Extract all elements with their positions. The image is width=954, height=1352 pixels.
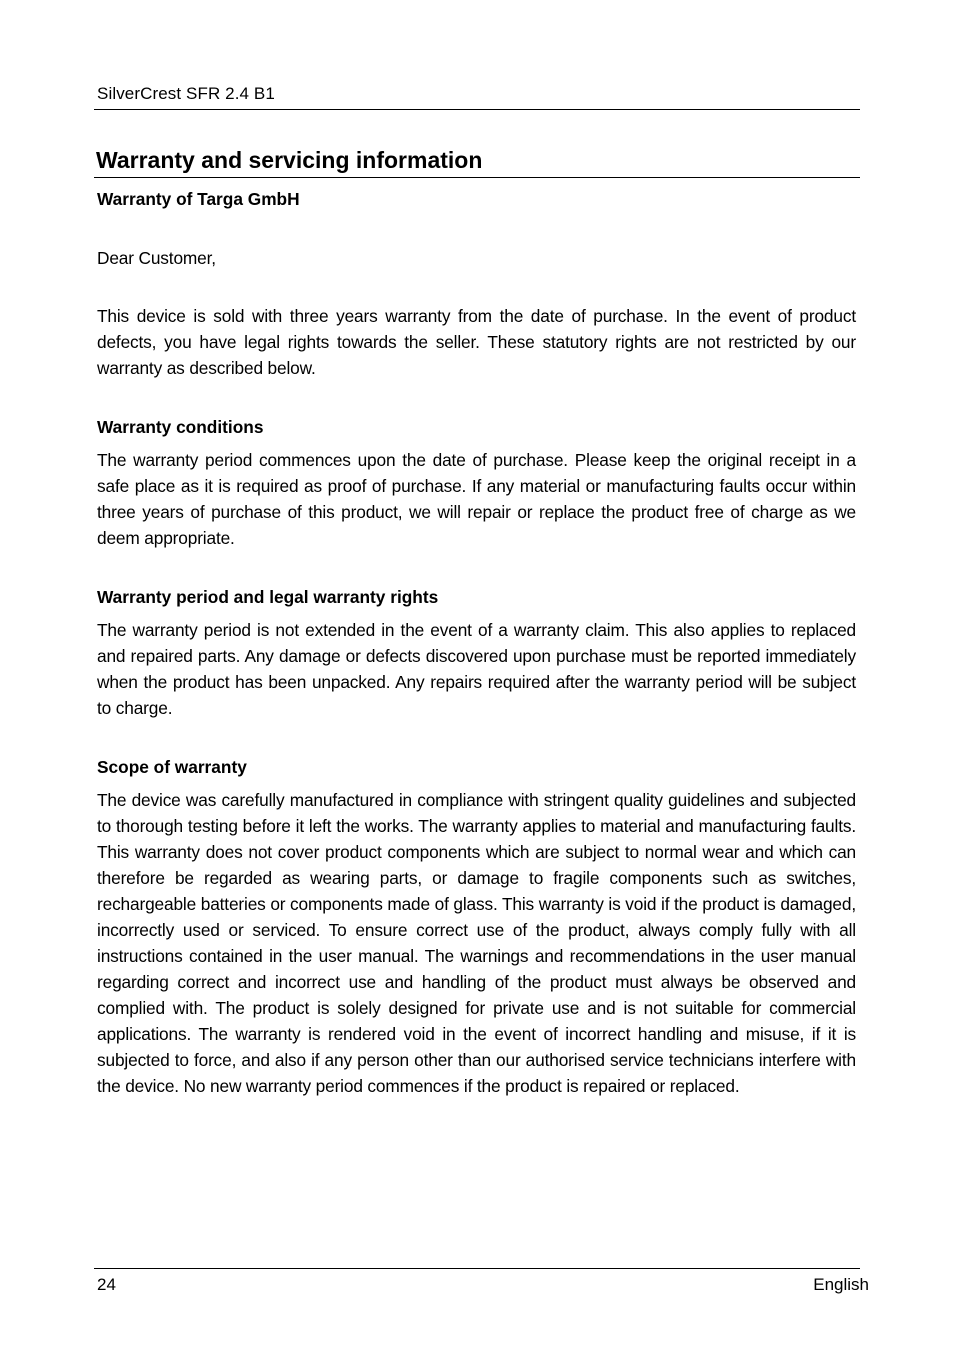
title-divider (94, 177, 860, 178)
section-body-warranty-conditions: The warranty period commences upon the date of purchase. Please keep the original receipt in a safe place as it is required as proof of purchase. If any material or manufacturing faults occur within three years of purchase of this product, we will repair or replace the product free of charge as we deem appropriate. (97, 450, 856, 548)
subtitle: Warranty of Targa GmbH (97, 189, 300, 209)
section-heading-scope-of-warranty: Scope of warranty (97, 757, 247, 777)
intro-paragraph: This device is sold with three years warranty from the date of purchase. In the event of product defects, you have legal rights towards the seller. These statutory rights are not restricted by our warranty as described below. (97, 306, 856, 378)
section-body-warranty-period: The warranty period is not extended in the event of a warranty claim. This also applies to replaced and repaired parts. Any damage or defects discovered upon purchase must be reported immediately when the product has been unpacked. Any repairs required after the warranty period will be subject to charge. (97, 620, 856, 718)
greeting: Dear Customer, (97, 248, 216, 268)
footer-divider (94, 1268, 860, 1269)
section-heading-warranty-conditions: Warranty conditions (97, 417, 264, 437)
running-header: SilverCrest SFR 2.4 B1 (97, 84, 275, 103)
section-heading-warranty-period: Warranty period and legal warranty rights (97, 587, 439, 607)
header-divider (94, 109, 860, 110)
document-body (97, 186, 856, 1099)
page-title: Warranty and servicing information (96, 147, 483, 173)
footer-language: English (813, 1275, 869, 1294)
page-number: 24 (97, 1275, 116, 1294)
section-body-scope-of-warranty: The device was carefully manufactured in compliance with stringent quality guidelines and subjected to thorough testing before it left the works. The warranty applies to material and manufacturing faults. This warranty does not cover product components which are subject to normal wear and which can therefore be regarded as wearing parts, or damage to fragile components such as switches, rechargeable batteries or components made of glass. This warranty is void if the product is damaged, incorrectly used or serviced. To ensure correct use of the product, always comply fully with all instructions contained in the user manual. The warnings and recommendations in the user manual regarding correct and incorrect use and handling of the product must always be observed and complied with. The product is solely designed for private use and is not suitable for commercial applications. The warranty is rendered void in the event of incorrect handling and misuse, if it is subjected to force, and also if any person other than our authorised service technicians interfere with the device. No new warranty period commences if the product is repaired or replaced. (97, 790, 856, 1096)
